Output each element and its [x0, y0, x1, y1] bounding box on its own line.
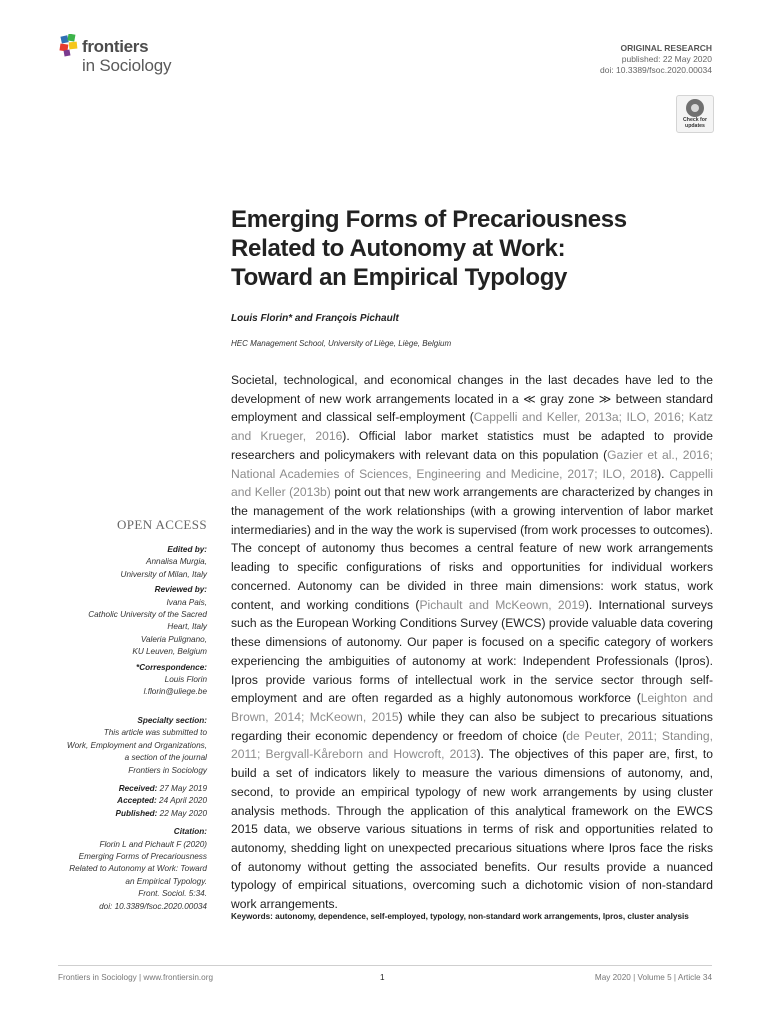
abstract-text: Societal, technological, and economical changes in the last decades have led to the development of new work arrangements located in a ≪ gray zone ≫ between standard employment and classical self-employment ( [231, 373, 713, 425]
citation-line: Florin L and Pichault F (2020) [99, 839, 207, 849]
citation-line: Front. Sociol. 5:34. [138, 889, 207, 899]
title-line-3: Toward an Empirical Typology [231, 264, 568, 291]
accepted-date: 24 April 2020 [159, 796, 207, 806]
published-date-side: 22 May 2020 [159, 808, 207, 818]
citation-link[interactable]: Gazier et al., 2016; National Academies of Sciences, Engineering and Medicine, 2017; ILO, 2018 [231, 447, 713, 481]
edited-by-heading: Edited by: [167, 545, 207, 554]
specialty-line: Work, Employment and Organizations, [66, 740, 207, 750]
dates-block [27, 783, 207, 820]
keywords [231, 911, 713, 923]
abstract-text: ). Official labor market statistics must be adapted to provide researchers and policymakers with relevant data on this population ( [231, 429, 713, 462]
author-list[interactable]: Louis Florin* and François Pichault [231, 313, 399, 324]
check-for-updates-label [677, 118, 713, 129]
article-info-sidebar [27, 544, 207, 916]
specialty-line: This article was submitted to [103, 728, 207, 738]
editor-name: Annalisa Murgia, [146, 557, 207, 567]
correspondence-block [27, 662, 207, 699]
article-meta [600, 43, 712, 76]
keywords-list: autonomy, dependence, self-employed, typology, non-standard work arrangements, Ipros, cluster analysis [275, 912, 689, 921]
published-date: published: 22 May 2020 [621, 54, 712, 64]
abstract-text: ). The objectives of this paper are, first, to build a set of indicators likely to measure the various dimensions of autonomy, and, second, to provide an empirical typology of new work arrangements by using cluster analysis methods. Through the application of this analytical framework on the EWCS 2015 data, we observe various situations in terms of risk and opportunities related to autonomy, shedding light on unexpected precarious situations where Ipros face the risks of autonomy without getting the associated benefits. Our results provide a nuanced typology of empirical situations, overcoming such a dichotomic vision of non-standard work arrangements. [231, 747, 713, 912]
citation-link[interactable]: Leighton and Brown, 2014; McKeown, 2015 [231, 691, 713, 724]
correspondence-name: Louis Florin [164, 675, 207, 685]
abstract-text: ). [657, 466, 670, 481]
logo-word-journal: in Sociology [82, 56, 172, 75]
open-access-label: OPEN ACCESS [116, 517, 207, 532]
frontiers-logo-icon [58, 34, 80, 58]
citation-link[interactable]: Cappelli and Keller (2013b) [231, 466, 714, 500]
reviewer-line: Heart, Italy [167, 622, 207, 632]
accepted-heading: Accepted: [117, 796, 157, 806]
correspondence-email[interactable]: l.florin@uliege.be [143, 687, 207, 697]
citation-line: Emerging Forms of Precariousness [78, 851, 207, 861]
received-date: 27 May 2019 [159, 783, 207, 793]
doi-link[interactable]: doi: 10.3389/fsoc.2020.00034 [599, 65, 712, 75]
reviewer-line: Valeria Pulignano, [140, 634, 207, 644]
specialty-block [27, 715, 207, 777]
accepted-line [27, 795, 207, 807]
logo-word-frontiers: frontiers [82, 37, 149, 56]
abstract [231, 371, 713, 914]
reviewer-line: Catholic University of the Sacred [88, 610, 207, 620]
citation-line: an Empirical Typology. [125, 876, 207, 886]
abstract-text: ) while they can also be subject to precarious situations regarding their economic dependency or freedom of choice ( [231, 709, 713, 743]
published-line [27, 808, 207, 820]
reviewed-by-heading: Reviewed by: [154, 585, 207, 595]
received-line [27, 783, 207, 795]
footer-journal-link[interactable]: Frontiers in Sociology | www.frontiersin.org [58, 973, 214, 982]
specialty-line: Frontiers in Sociology [128, 765, 207, 775]
footer-issue-info: May 2020 | Volume 5 | Article 34 [594, 973, 712, 982]
editor-affiliation: University of Milan, Italy [120, 569, 207, 579]
journal-logo[interactable] [58, 32, 198, 80]
badge-line-2: updates [685, 122, 705, 129]
article-type: ORIGINAL RESEARCH [620, 43, 712, 53]
reviewed-by-block [27, 584, 207, 658]
received-heading: Received: [118, 783, 158, 793]
title-line-2: Related to Autonomy at Work: [231, 235, 566, 262]
citation-link[interactable]: de Peuter, 2011; Standing, 2011; Bergvall-Kåreborn and Howcroft, 2013 [231, 728, 713, 762]
citation-heading: Citation: [173, 827, 207, 837]
specialty-heading: Specialty section: [137, 715, 207, 725]
correspondence-heading: *Correspondence: [136, 662, 207, 672]
check-for-updates-icon [686, 99, 704, 117]
published-heading: Published: [115, 808, 158, 818]
title-line-1: Emerging Forms of Precariousness [231, 206, 627, 233]
article-title [231, 205, 711, 292]
reviewer-line: Ivana Pais, [166, 597, 207, 607]
citation-doi[interactable]: doi: 10.3389/fsoc.2020.00034 [99, 901, 207, 911]
keywords-label: Keywords: [231, 912, 273, 921]
abstract-text: ). International surveys such as the European Working Conditions Survey (EWCS) provide valuable data covering these dimensions of autonomy. Our paper is focused on a specific category of workers experiencing the ambiguities of autonomy at work: Independent Professionals (Ipros). Ipros provide various forms of intellectual work in the service sector through self-employment and are often regarded as a highly autonomous workforce ( [231, 597, 714, 706]
affiliation: HEC Management School, University of Liège, Liège, Belgium [231, 339, 452, 348]
check-for-updates-badge[interactable] [676, 95, 714, 133]
badge-line-1: Check for [683, 117, 707, 123]
footer-divider [58, 965, 712, 966]
edited-by-block [27, 544, 207, 581]
abstract-text: point out that new work arrangements are characterized by changes in the management of the work relationships (with a growing intervention of labor market intermediaries) and in the way the work is supervised (from work processes to outcomes). The concept of autonomy thus becomes a central feature of new work arrangements leading to specific configurations of risks and opportunities for individual workers concerned. Autonomy can be divided in three main dimensions: work status, work content, and working conditions ( [231, 485, 713, 612]
page-number: 1 [380, 973, 385, 982]
citation-block [27, 826, 207, 913]
reviewer-line: KU Leuven, Belgium [132, 647, 207, 657]
citation-link[interactable]: Cappelli and Keller, 2013a; ILO, 2016; Katz and Krueger, 2016 [231, 410, 713, 444]
citation-link[interactable]: Pichault and McKeown, 2019 [419, 597, 585, 612]
specialty-line: a section of the journal [124, 753, 207, 763]
citation-line: Related to Autonomy at Work: Toward [69, 864, 207, 874]
